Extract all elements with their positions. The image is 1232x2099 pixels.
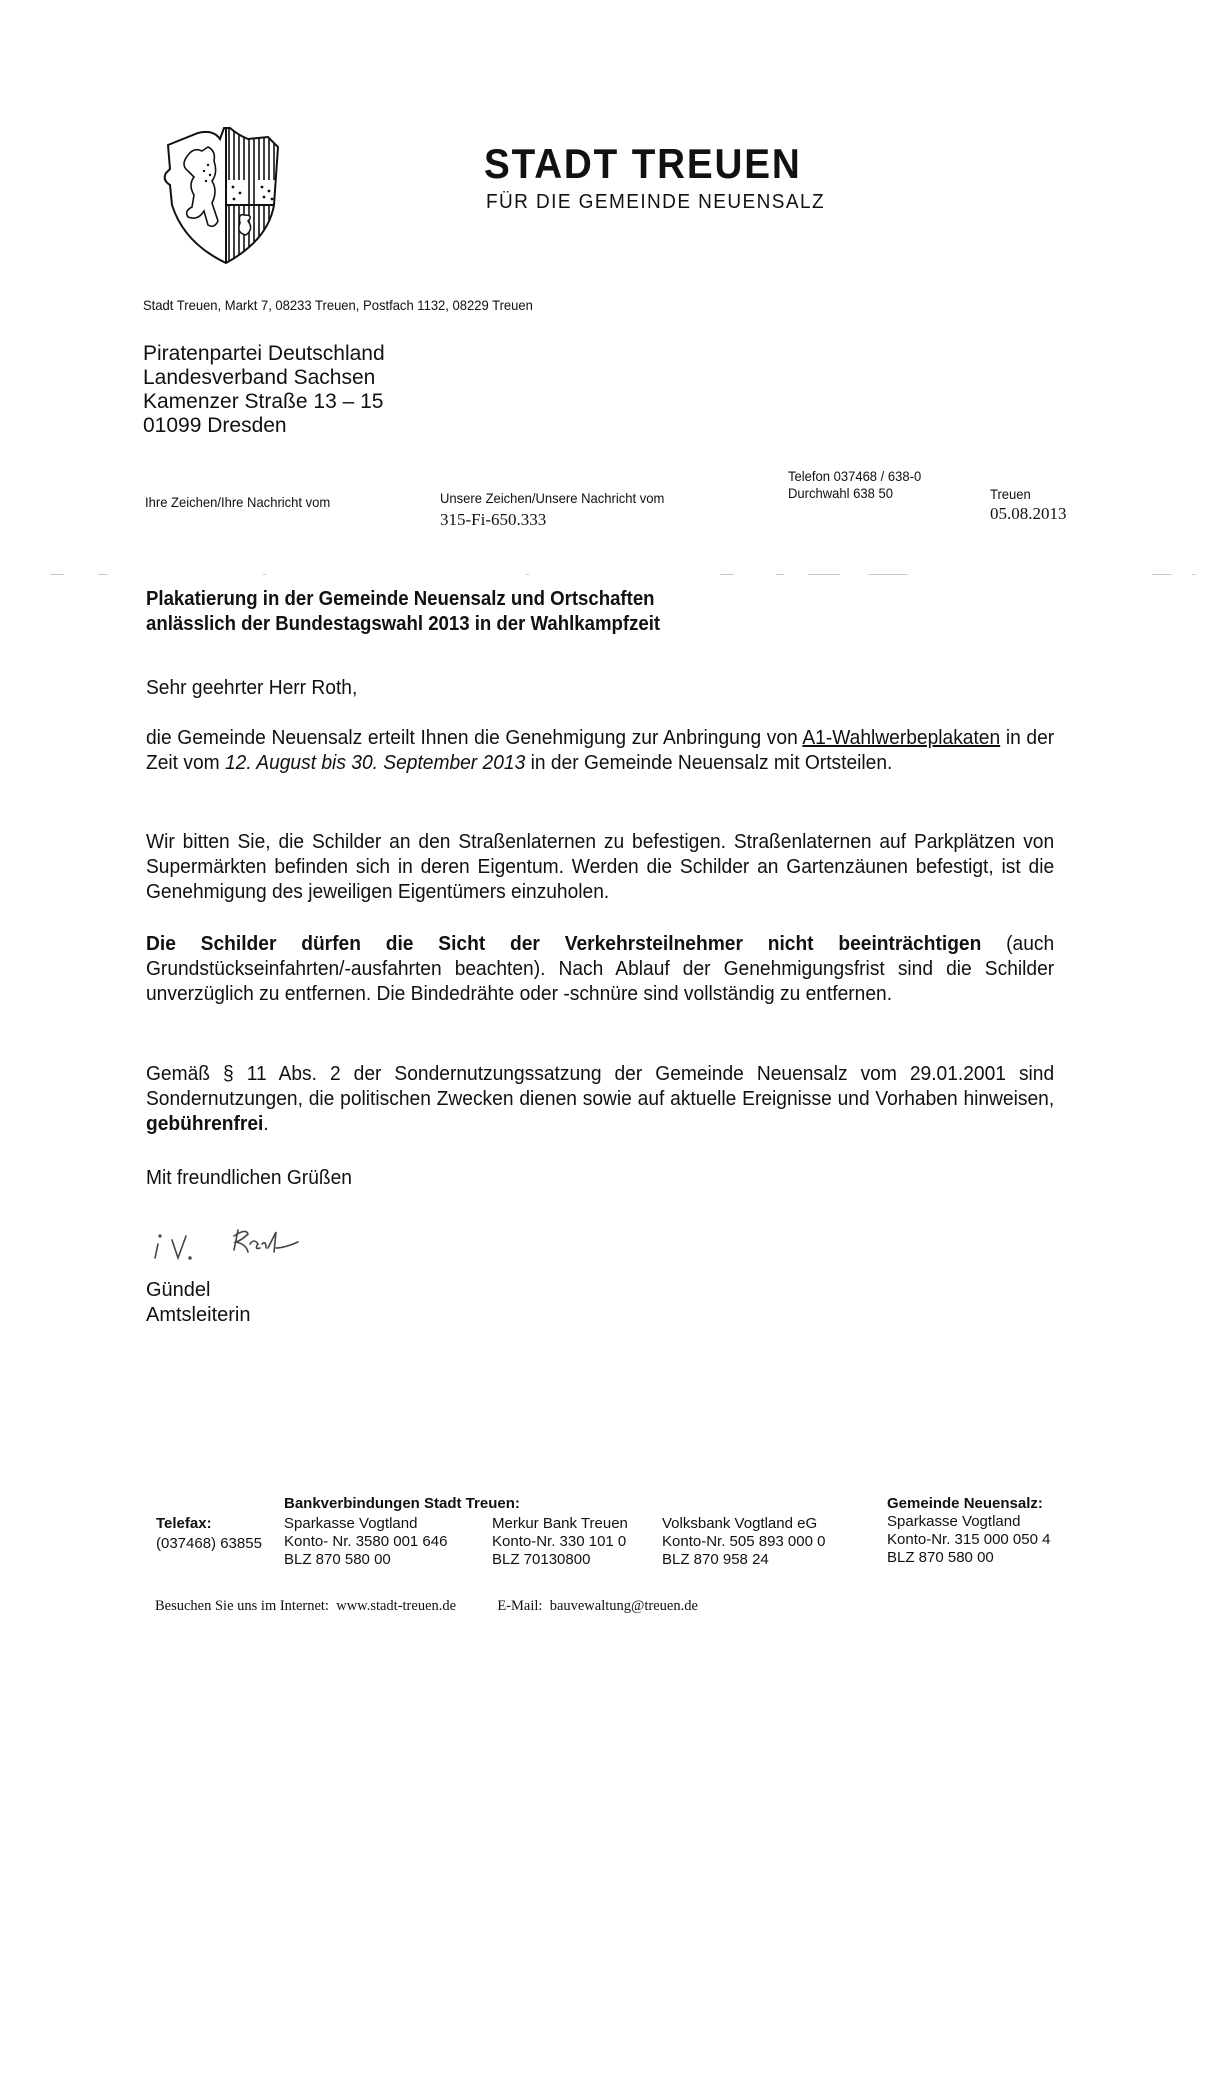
bank-name: Merkur Bank Treuen <box>492 1515 628 1532</box>
bank-blz: BLZ 870 958 24 <box>662 1551 769 1568</box>
bank-name: Sparkasse Vogtland <box>887 1513 1021 1530</box>
phone-extension: Durchwahl 638 50 <box>788 485 893 501</box>
letter-date: 05.08.2013 <box>990 504 1067 523</box>
text-run: . <box>263 1113 269 1135</box>
bank-account: Konto-Nr. 330 101 0 <box>492 1533 627 1550</box>
bank-3 <box>662 1515 825 1569</box>
phone-number: Telefon 037468 / 638-0 <box>788 468 922 484</box>
handwritten-signature <box>150 1218 350 1268</box>
bank-account: Konto-Nr. 315 000 050 4 <box>887 1531 1051 1548</box>
text-run: die Gemeinde Neuensalz erteilt Ihnen die Genehmigung zur Anbringung von <box>146 727 803 749</box>
recipient-line: 01099 Dresden <box>143 414 287 437</box>
recipient-line: Kamenzer Straße 13 – 15 <box>143 390 384 413</box>
text-run: Gemäß § 11 Abs. 2 der Sondernutzungssatzung der Gemeinde Neuensalz vom 29.01.2001 sind Sondernutzungen, die politischen Zwecken dienen sowie auf aktuelle Ereignisse und Vorhaben hinweisen, <box>146 1063 1055 1110</box>
underlined-term: A1-Wahlwerbeplakaten <box>802 727 1001 749</box>
contact-line <box>155 1598 698 1615</box>
letter-place: Treuen <box>990 486 1031 502</box>
email-label: E-Mail: <box>497 1598 543 1614</box>
paragraph-visibility <box>146 932 1054 1007</box>
text-run: in der Zeit vom <box>146 727 1055 774</box>
bank-name: Volksbank Vogtland eG <box>662 1515 818 1532</box>
fold-marks <box>0 574 1232 578</box>
your-reference-label: Ihre Zeichen/Ihre Nachricht vom <box>145 494 331 510</box>
bank-1 <box>284 1515 447 1569</box>
paragraph-mounting: Wir bitten Sie, die Schilder an den Straßenlaternen zu befestigen. Straßenlaternen auf Parkplätzen von Supermärkten befinden sich in deren Eigentum. Werden die Schilder an Gartenzäunen befestigt, ist die Genehmigung des jeweiligen Eigentümers einzuholen. <box>146 831 1055 903</box>
salutation: Sehr geehrter Herr Roth, <box>146 677 358 699</box>
gemeinde-bank <box>887 1495 1050 1567</box>
bank-account: Konto-Nr. 505 893 000 0 <box>662 1533 826 1550</box>
web-label: Besuchen Sie uns im Internet: <box>155 1598 329 1614</box>
fee-free-term: gebührenfrei <box>146 1113 264 1135</box>
website-link[interactable]: www.stadt-treuen.de <box>336 1598 457 1614</box>
paragraph-permission <box>146 726 1054 776</box>
fax-number: (037468) 63855 <box>156 1535 262 1552</box>
our-reference-value: 315-Fi-650.333 <box>440 510 547 529</box>
bank-blz: BLZ 870 580 00 <box>887 1549 994 1566</box>
our-reference-label: Unsere Zeichen/Unsere Nachricht vom <box>440 490 665 506</box>
letterhead-title: STADT TREUEN <box>484 140 802 187</box>
bold-warning: Die Schilder dürfen die Sicht der Verkehrsteilnehmer nicht beeinträchtigen <box>146 933 982 955</box>
text-run: (auch Grundstückseinfahrten/-ausfahrten beachten). Nach Ablauf der Genehmigungsfrist sind die Schilder unverzüglich zu entfernen. Die Bindedrähte oder -schnüre sind vollständig zu entfernen. <box>146 933 1055 1005</box>
bank-name: Sparkasse Vogtland <box>284 1515 418 1532</box>
text-run: in der Gemeinde Neuensalz mit Ortsteilen. <box>525 752 893 774</box>
banks-heading: Bankverbindungen Stadt Treuen: <box>284 1495 520 1512</box>
email-link[interactable]: bauvewaltung@treuen.de <box>549 1598 698 1614</box>
subject-line-1: Plakatierung in der Gemeinde Neuensalz und Ortschaften <box>146 588 655 610</box>
bank-blz: BLZ 70130800 <box>492 1551 591 1568</box>
bank-blz: BLZ 870 580 00 <box>284 1551 391 1568</box>
fax-label: Telefax: <box>156 1515 212 1532</box>
recipient-line: Landesverband Sachsen <box>143 366 376 389</box>
gemeinde-heading: Gemeinde Neuensalz: <box>887 1495 1043 1512</box>
bank-account: Konto- Nr. 3580 001 646 <box>284 1533 448 1550</box>
coat-of-arms-icon <box>158 125 298 265</box>
signer-title: Amtsleiterin <box>146 1304 251 1326</box>
sender-return-address: Stadt Treuen, Markt 7, 08233 Treuen, Postfach 1132, 08229 Treuen <box>143 297 533 313</box>
subject-line-2: anlässlich der Bundestagswahl 2013 in der Wahlkampfzeit <box>146 613 661 635</box>
permit-period: 12. August bis 30. September 2013 <box>224 752 526 774</box>
paragraph-fees <box>146 1062 1054 1137</box>
recipient-address <box>143 342 385 438</box>
recipient-line: Piratenpartei Deutschland <box>143 342 385 365</box>
signer-name: Gündel <box>146 1279 211 1301</box>
letter-subject <box>146 587 660 637</box>
bank-2 <box>492 1515 628 1569</box>
signer-block <box>146 1278 250 1328</box>
letterhead-subtitle: FÜR DIE GEMEINDE NEUENSALZ <box>486 191 825 213</box>
closing: Mit freundlichen Grüßen <box>146 1167 352 1189</box>
